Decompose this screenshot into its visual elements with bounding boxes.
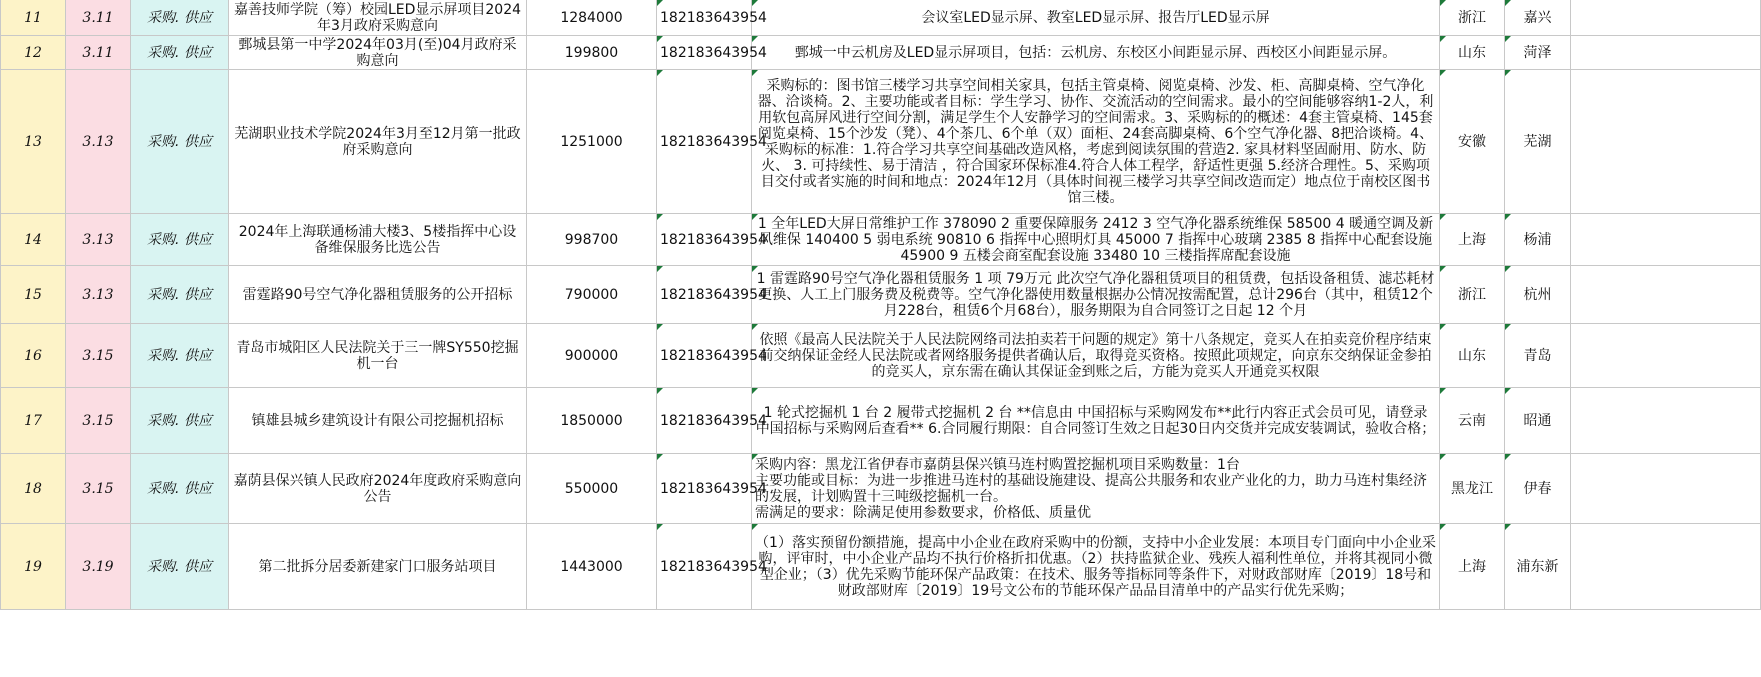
- city-text: 嘉兴: [1523, 9, 1552, 26]
- city-cell[interactable]: [1505, 214, 1571, 266]
- id-text: 182183643954: [660, 412, 767, 429]
- comment-marker-icon: [657, 454, 663, 460]
- title-cell[interactable]: [229, 266, 527, 324]
- province-text: 上海: [1458, 558, 1486, 575]
- row-number: 14: [24, 231, 42, 248]
- comment-marker-icon: [657, 388, 663, 394]
- category-cell[interactable]: [131, 214, 229, 266]
- title-text: 第二批拆分居委新建家门口服务站项目: [258, 558, 497, 575]
- date-text: 3.15: [82, 412, 114, 429]
- date-cell[interactable]: [66, 36, 131, 70]
- empty-cell[interactable]: [1571, 266, 1761, 324]
- description-text: 鄄城一中云机房及LED显示屏项目，包括：云机房、东校区小间距显示屏、西校区小间距显示屏。: [794, 44, 1397, 61]
- city-cell[interactable]: [1505, 70, 1571, 214]
- title-cell[interactable]: [229, 454, 527, 524]
- title-text: 雷霆路90号空气净化器租赁服务的公开招标: [242, 286, 513, 303]
- comment-marker-icon: [752, 214, 758, 220]
- comment-marker-icon: [1440, 454, 1446, 460]
- description-text: （1）落实预留份额措施，提高中小企业在政府采购中的份额，支持中小企业发展：本项目专门面向中小企业采购，评审时，中小企业产品均不执行价格折扣优惠。（2）扶持监狱企业、残疾人福利性单位，并将其视同小微型企业；（3）优先采购节能环保产品政策：在技术、服务等指标同等条件下，对财政部财库〔2019〕18号和财政部财库〔2019〕19号文公布的节能环保产品品目清单中的产品实行优先采购；: [755, 534, 1436, 599]
- row-number: 11: [24, 9, 42, 26]
- comment-marker-icon: [752, 36, 758, 42]
- id-text: 182183643954: [660, 480, 767, 497]
- city-text: 芜湖: [1523, 133, 1552, 150]
- amount-cell[interactable]: [527, 324, 657, 388]
- category-text: 采购. 供应: [147, 347, 212, 364]
- amount-cell[interactable]: [527, 454, 657, 524]
- row-number: 12: [24, 44, 42, 61]
- table-row: [1, 454, 1761, 524]
- title-cell[interactable]: [229, 524, 527, 610]
- title-text: 嘉荫县保兴镇人民政府2024年度政府采购意向公告: [233, 472, 522, 505]
- empty-cell[interactable]: [1571, 70, 1761, 214]
- title-text: 青岛市城阳区人民法院关于三一牌SY550挖掘机一台: [236, 339, 519, 372]
- description-text: 采购标的：图书馆三楼学习共享空间相关家具，包括主管桌椅、阅览桌椅、沙发、柜、高脚桌椅、空气净化器、洽谈椅。2、主要功能或者目标：学生学习、协作、交流活动的空间需求。最小的空间能够容纳1-2人，利用软包高屏风进行空间分割，满足学生个人安静学习的空间需求。3、采购标的的概述：4套主管桌椅、145套阅览桌椅、15个沙发（凳）、4个茶几、6个单（双）面柜、24套高脚桌椅、6个空气净化器、8把洽谈椅。4、采购标的标准：1.符合学习共享空间基础改造风格，考虑到阅读氛围的营造2. 家具材料坚固耐用、防水、防火、 3. 可持续性、易于清洁 ，符合国家环保标准4.符合人体工程学，舒适性更强 5.经济合理性。5、采购项目交付或者实施的时间和地点：2024年12月（具体时间视三楼学习共享空间改造而定）地点位于南校区图书馆三楼。: [757, 77, 1434, 206]
- id-cell[interactable]: [657, 266, 767, 324]
- table-row: [1, 324, 1761, 388]
- comment-marker-icon: [1505, 266, 1511, 272]
- row-number-cell[interactable]: [1, 388, 66, 454]
- table-row: [1, 214, 1761, 266]
- id-text: 182183643954: [660, 9, 767, 26]
- category-text: 采购. 供应: [147, 480, 212, 497]
- row-number: 19: [24, 558, 42, 575]
- description-cell[interactable]: [752, 324, 1440, 388]
- id-cell[interactable]: [657, 0, 767, 36]
- comment-marker-icon: [1505, 70, 1511, 76]
- date-cell[interactable]: [66, 454, 131, 524]
- empty-cell[interactable]: [1571, 324, 1761, 388]
- date-cell[interactable]: [66, 0, 131, 36]
- comment-marker-icon: [657, 266, 663, 272]
- category-text: 采购. 供应: [147, 412, 212, 429]
- city-text: 菏泽: [1523, 44, 1552, 61]
- date-text: 3.11: [82, 9, 114, 26]
- city-cell[interactable]: [1505, 266, 1571, 324]
- category-text: 采购. 供应: [147, 231, 212, 248]
- row-number-cell[interactable]: [1, 266, 66, 324]
- comment-marker-icon: [657, 524, 663, 530]
- row-number-cell[interactable]: [1, 524, 66, 610]
- id-text: 182183643954: [660, 558, 767, 575]
- row-number-cell[interactable]: [1, 324, 66, 388]
- amount-text: 550000: [564, 480, 619, 497]
- province-cell[interactable]: [1440, 454, 1505, 524]
- category-cell[interactable]: [131, 454, 229, 524]
- category-cell[interactable]: [131, 266, 229, 324]
- id-text: 182183643954: [660, 44, 767, 61]
- comment-marker-icon: [657, 214, 663, 220]
- table-row: [1, 266, 1761, 324]
- row-number-cell[interactable]: [1, 0, 66, 36]
- city-cell[interactable]: [1505, 454, 1571, 524]
- amount-text: 1443000: [560, 558, 623, 575]
- date-text: 3.13: [82, 286, 114, 303]
- comment-marker-icon: [657, 324, 663, 330]
- title-cell[interactable]: [229, 70, 527, 214]
- table-row: [1, 70, 1761, 214]
- id-cell[interactable]: [657, 524, 767, 610]
- row-number: 17: [24, 412, 42, 429]
- city-text: 昭通: [1523, 412, 1552, 429]
- title-text: 鄄城县第一中学2024年03月(至)04月政府采购意向: [238, 36, 517, 69]
- empty-cell[interactable]: [1571, 214, 1761, 266]
- category-text: 采购. 供应: [147, 286, 212, 303]
- amount-cell[interactable]: [527, 388, 657, 454]
- row-number-cell[interactable]: [1, 36, 66, 70]
- empty-cell[interactable]: [1571, 524, 1761, 610]
- empty-cell[interactable]: [1571, 36, 1761, 70]
- city-text: 伊春: [1523, 480, 1552, 497]
- amount-cell[interactable]: [527, 70, 657, 214]
- title-cell[interactable]: [229, 324, 527, 388]
- row-number: 18: [24, 480, 42, 497]
- amount-cell[interactable]: [527, 214, 657, 266]
- date-cell[interactable]: [66, 70, 131, 214]
- date-text: 3.13: [82, 133, 114, 150]
- table-row: [1, 0, 1761, 36]
- comment-marker-icon: [1440, 388, 1446, 394]
- id-cell[interactable]: [657, 324, 767, 388]
- id-text: 182183643954: [660, 133, 767, 150]
- empty-cell[interactable]: [1571, 388, 1761, 454]
- province-cell[interactable]: [1440, 524, 1505, 610]
- amount-text: 1850000: [560, 412, 623, 429]
- id-text: 182183643954: [660, 231, 767, 248]
- city-text: 青岛: [1523, 347, 1552, 364]
- category-cell[interactable]: [131, 70, 229, 214]
- title-text: 2024年上海联通杨浦大楼3、5楼指挥中心设备维保服务比选公告: [238, 223, 517, 256]
- category-text: 采购. 供应: [147, 9, 212, 26]
- comment-marker-icon: [752, 0, 758, 6]
- description-cell[interactable]: [752, 214, 1440, 266]
- amount-cell[interactable]: [527, 36, 657, 70]
- description-text: 采购内容：黑龙江省伊春市嘉荫县保兴镇马连村购置挖掘机项目采购数量：1台 主要功能或目标：为进一步推进马连村的基础设施建设、提高公共服务和农业产业化的力，助力马连村集经济的发展，计划购置十三吨级挖掘机一台。 需满足的要求：除满足使用参数要求，价格低、质量优: [755, 456, 1427, 521]
- category-text: 采购. 供应: [147, 558, 212, 575]
- description-text: 会议室LED显示屏、教室LED显示屏、报告厅LED显示屏: [921, 9, 1270, 26]
- comment-marker-icon: [657, 0, 663, 6]
- comment-marker-icon: [657, 36, 663, 42]
- description-cell[interactable]: [752, 524, 1440, 610]
- comment-marker-icon: [752, 324, 758, 330]
- row-number: 13: [24, 133, 42, 150]
- description-text: 1 雷霆路90号空气净化器租赁服务 1 项 79万元 此次空气净化器租赁项目的租赁费，包括设备租赁、滤芯耗材更换、人工上门服务费及税费等。空气净化器使用数量根据办公情况按需配置，总计296台（其中，租赁12个月228台，租赁6个月68台），服务期限为自合同签订之日起 12 个月: [756, 270, 1435, 319]
- comment-marker-icon: [1440, 324, 1446, 330]
- description-cell[interactable]: [752, 388, 1440, 454]
- city-cell[interactable]: [1505, 324, 1571, 388]
- table-row: [1, 524, 1761, 610]
- date-cell[interactable]: [66, 524, 131, 610]
- amount-text: 199800: [564, 44, 619, 61]
- category-cell[interactable]: [131, 388, 229, 454]
- province-text: 山东: [1458, 44, 1486, 61]
- title-cell[interactable]: [229, 388, 527, 454]
- id-text: 182183643954: [660, 347, 767, 364]
- id-cell[interactable]: [657, 388, 767, 454]
- date-cell[interactable]: [66, 388, 131, 454]
- amount-cell[interactable]: [527, 0, 657, 36]
- date-cell[interactable]: [66, 214, 131, 266]
- city-text: 浦东新: [1516, 558, 1559, 575]
- city-cell[interactable]: [1505, 0, 1571, 36]
- comment-marker-icon: [1440, 266, 1446, 272]
- province-text: 云南: [1458, 412, 1486, 429]
- comment-marker-icon: [1505, 324, 1511, 330]
- row-number-cell[interactable]: [1, 454, 66, 524]
- amount-text: 1251000: [560, 133, 623, 150]
- id-cell[interactable]: [657, 70, 767, 214]
- category-cell[interactable]: [131, 524, 229, 610]
- comment-marker-icon: [1505, 388, 1511, 394]
- province-cell[interactable]: [1440, 266, 1505, 324]
- date-cell[interactable]: [66, 266, 131, 324]
- province-text: 安徽: [1458, 133, 1486, 150]
- row-number: 16: [24, 347, 42, 364]
- amount-text: 1284000: [560, 9, 623, 26]
- amount-cell[interactable]: [527, 524, 657, 610]
- comment-marker-icon: [752, 454, 758, 460]
- id-text: 182183643954: [660, 286, 767, 303]
- row-number-cell[interactable]: [1, 70, 66, 214]
- description-cell[interactable]: [752, 70, 1440, 214]
- table-row: [1, 388, 1761, 454]
- amount-text: 790000: [564, 286, 619, 303]
- category-cell[interactable]: [131, 324, 229, 388]
- category-text: 采购. 供应: [147, 44, 212, 61]
- title-cell[interactable]: [229, 214, 527, 266]
- date-cell[interactable]: [66, 324, 131, 388]
- comment-marker-icon: [752, 388, 758, 394]
- comment-marker-icon: [1505, 454, 1511, 460]
- title-cell[interactable]: [229, 0, 527, 36]
- description-text: 依照《最高人民法院关于人民法院网络司法拍卖若干问题的规定》第十八条规定，竞买人在拍卖竞价程序结束前交纳保证金经人民法院或者网络服务提供者确认后，取得竞买资格。按照此项规定，向京东交纳保证金参拍的竞买人，京东需在确认其保证金到账之后，方能为竞买人开通竞买权限: [759, 331, 1432, 380]
- comment-marker-icon: [1440, 0, 1446, 6]
- comment-marker-icon: [1440, 36, 1446, 42]
- province-cell[interactable]: [1440, 36, 1505, 70]
- comment-marker-icon: [1440, 214, 1446, 220]
- comment-marker-icon: [1505, 214, 1511, 220]
- date-text: 3.13: [82, 231, 114, 248]
- comment-marker-icon: [1505, 0, 1511, 6]
- comment-marker-icon: [1440, 70, 1446, 76]
- comment-marker-icon: [657, 70, 663, 76]
- comment-marker-icon: [1505, 36, 1511, 42]
- date-text: 3.11: [82, 44, 114, 61]
- category-cell[interactable]: [131, 36, 229, 70]
- id-cell[interactable]: [657, 36, 767, 70]
- table-row: [1, 36, 1761, 70]
- title-text: 镇雄县城乡建筑设计有限公司挖掘机招标: [251, 412, 504, 429]
- province-cell[interactable]: [1440, 324, 1505, 388]
- description-cell[interactable]: [752, 266, 1440, 324]
- province-cell[interactable]: [1440, 0, 1505, 36]
- province-cell[interactable]: [1440, 388, 1505, 454]
- province-cell[interactable]: [1440, 70, 1505, 214]
- category-text: 采购. 供应: [147, 133, 212, 150]
- province-text: 山东: [1458, 347, 1486, 364]
- province-text: 浙江: [1458, 9, 1486, 26]
- comment-marker-icon: [752, 266, 758, 272]
- province-text: 黑龙江: [1451, 480, 1493, 497]
- province-cell[interactable]: [1440, 214, 1505, 266]
- province-text: 上海: [1458, 231, 1486, 248]
- city-text: 杭州: [1523, 286, 1552, 303]
- empty-cell[interactable]: [1571, 454, 1761, 524]
- date-text: 3.15: [82, 347, 114, 364]
- description-text: 1 全年LED大屏日常维护工作 378090 2 重要保障服务 2412 3 空气净化器系统维保 58500 4 暖通空调及新风维保 140400 5 弱电系统 90810 6 指挥中心照明灯具 45000 7 指挥中心玻璃 2385 8 指挥中心配套设施 45900 9 五楼会商室配套设施 33480 10 三楼指挥席配套设施: [757, 215, 1434, 264]
- row-number: 15: [24, 286, 42, 303]
- city-text: 杨浦: [1523, 231, 1552, 248]
- amount-text: 998700: [564, 231, 619, 248]
- comment-marker-icon: [1505, 524, 1511, 530]
- title-text: 芜湖职业技术学院2024年3月至12月第一批政府采购意向: [234, 125, 521, 158]
- comment-marker-icon: [752, 524, 758, 530]
- description-text: 1 轮式挖掘机 1 台 2 履带式挖掘机 2 台 **信息由 中国招标与采购网发布**此行内容正式会员可见，请登录 中国招标与采购网后查看** 6.合同履行期限：自合同签订生效之日起30日内交货并完成安装调试，验收合格；: [755, 404, 1436, 437]
- amount-cell[interactable]: [527, 266, 657, 324]
- row-number-cell[interactable]: [1, 214, 66, 266]
- title-text: 嘉善技师学院（筹）校园LED显示屏项目2024年3月政府采购意向: [233, 1, 522, 34]
- comment-marker-icon: [1440, 524, 1446, 530]
- category-cell[interactable]: [131, 0, 229, 36]
- province-text: 浙江: [1458, 286, 1486, 303]
- city-cell[interactable]: [1505, 388, 1571, 454]
- city-cell[interactable]: [1505, 36, 1571, 70]
- description-cell[interactable]: [752, 0, 1440, 36]
- description-cell[interactable]: [752, 454, 1440, 524]
- title-cell[interactable]: [229, 36, 527, 70]
- city-cell[interactable]: [1505, 524, 1571, 610]
- date-text: 3.15: [82, 480, 114, 497]
- comment-marker-icon: [752, 70, 758, 76]
- id-cell[interactable]: [657, 454, 767, 524]
- id-cell[interactable]: [657, 214, 767, 266]
- date-text: 3.19: [82, 558, 114, 575]
- amount-text: 900000: [564, 347, 619, 364]
- empty-cell[interactable]: [1571, 0, 1761, 36]
- description-cell[interactable]: [752, 36, 1440, 70]
